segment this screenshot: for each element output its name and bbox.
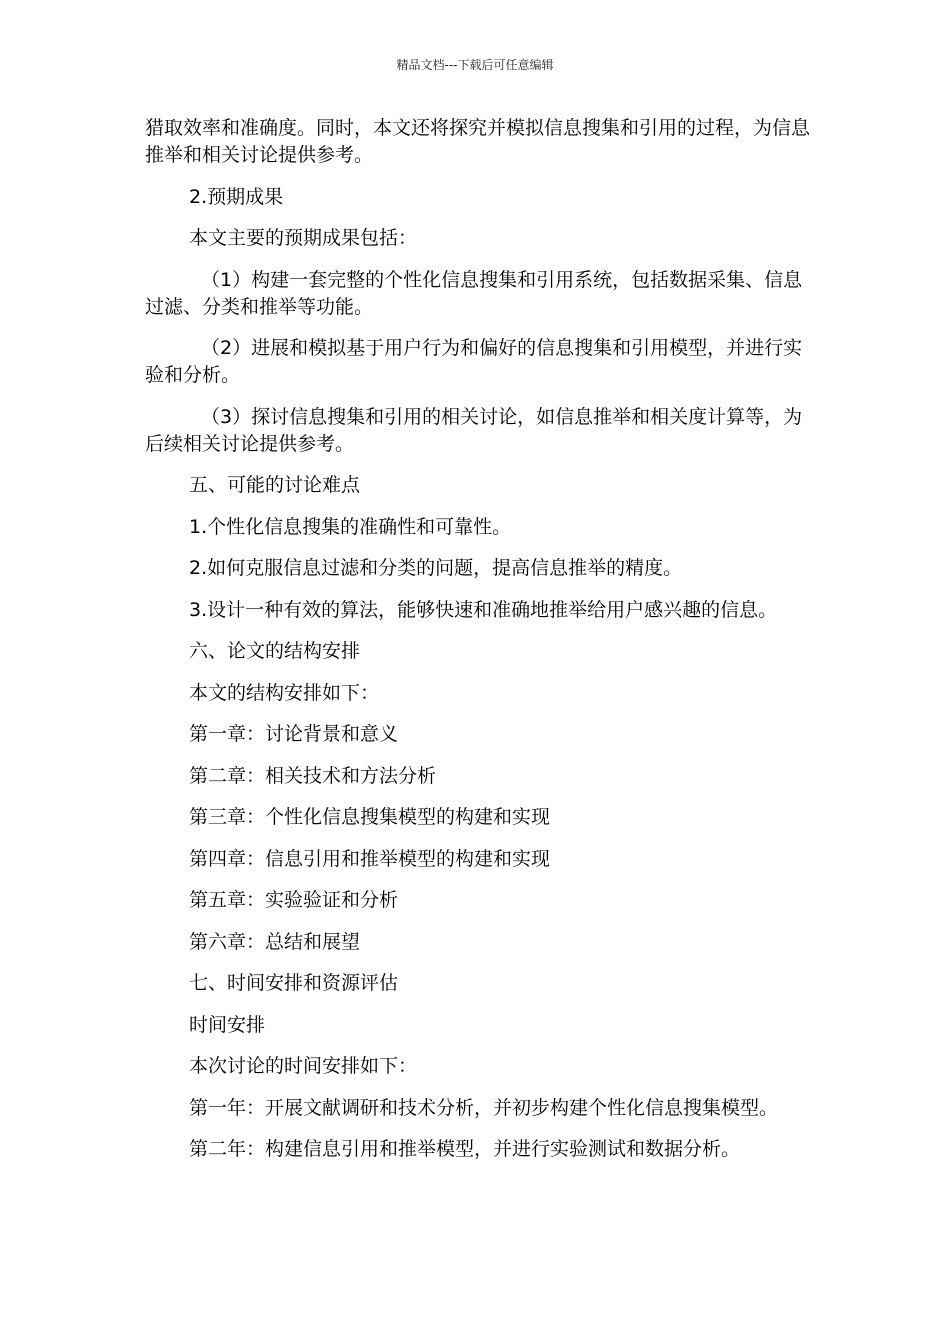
paragraph: 2.如何克服信息过滤和分类的问题，提高信息推举的精度。 [189, 557, 683, 579]
paragraph: 3.设计一种有效的算法，能够快速和准确地推举给用户感兴趣的信息。 [189, 598, 778, 621]
paragraph: 第一年：开展文献调研和技术分析，并初步构建个性化信息搜集模型。 [189, 1096, 779, 1119]
paragraph-continuation: 猎取效率和准确度。同时，本文还将探究并模拟信息搜集和引用的过程，为信息推举和相关讨论提供参考。 [145, 117, 811, 166]
paragraph: 第一章：讨论背景和意义 [189, 723, 399, 745]
paragraph: 第六章：总结和展望 [189, 930, 361, 953]
paragraph: 本次讨论的时间安排如下： [189, 1055, 418, 1077]
paragraph: （3）探讨信息搜集和引用的相关讨论，如信息推举和相关度计算等，为后续相关讨论提供参考。 [145, 405, 803, 455]
page-header: 精品文档---下载后可任意编辑 [396, 58, 554, 72]
paragraph: 第二年：构建信息引用和推举模型，并进行实验测试和数据分析。 [189, 1138, 741, 1160]
paragraph: 时间安排 [189, 1013, 266, 1036]
paragraph: （2）进展和模拟基于用户行为和偏好的信息搜集和引用模型，并进行实验和分析。 [145, 337, 803, 386]
paragraph: 第三章：个性化信息搜集模型的构建和实现 [189, 806, 551, 828]
paragraph: 2.预期成果 [189, 185, 284, 208]
paragraph: 七、时间安排和资源评估 [189, 972, 399, 994]
paragraph: 六、论文的结构安排 [189, 640, 361, 662]
paragraph: 1.个性化信息搜集的准确性和可靠性。 [189, 515, 512, 538]
paragraph: 本文主要的预期成果包括： [189, 227, 418, 249]
paragraph: 五、可能的讨论难点 [189, 474, 361, 496]
paragraph: 本文的结构安排如下： [189, 681, 380, 704]
paragraph: 第五章：实验验证和分析 [189, 889, 399, 911]
paragraph: （1）构建一套完整的个性化信息搜集和引用系统，包括数据采集、信息过滤、分类和推举等功能。 [145, 268, 803, 318]
paragraph: 第四章：信息引用和推举模型的构建和实现 [189, 847, 551, 870]
paragraph: 第二章：相关技术和方法分析 [189, 764, 437, 787]
document-body [145, 115, 817, 1178]
